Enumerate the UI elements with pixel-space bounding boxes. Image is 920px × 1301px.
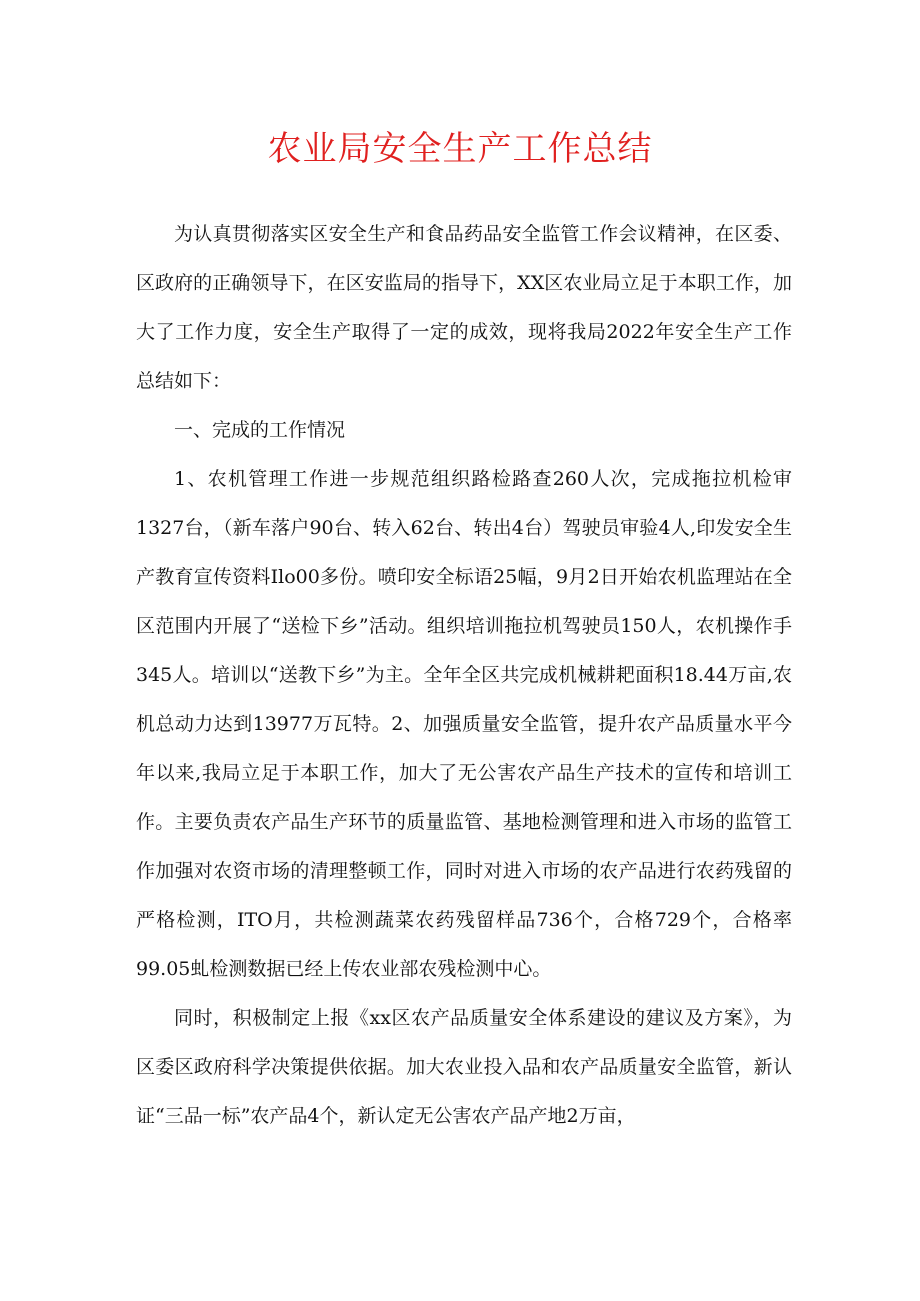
intro-paragraph: 为认真贯彻落实区安全生产和食品药品安全监管工作会议精神，在区委、区政府的正确领导下，在区安监局的指导下，XX区农业局立足于本职工作，加大了工作力度，安全生产取得了一定的成效，现将我局2022年安全生产工作总结如下： — [136, 223, 792, 392]
document-body — [136, 210, 792, 1141]
section-heading: 一、完成的工作情况 — [174, 419, 346, 441]
followup-paragraph: 同时，积极制定上报《xx区农产品质量安全体系建设的建议及方案》，为区委区政府科学决策提供依据。加大农业投入品和农产品质量安全监管，新认证“三品一标”农产品4个，新认定无公害农产品产地2万亩， — [136, 1007, 792, 1127]
document-title: 农业局安全生产工作总结 — [267, 129, 653, 169]
work-detail-paragraph: 1、农机管理工作进一步规范组织路检路查260人次，完成拖拉机检审1327台，（新车落户90台、转入62台、转出4台）驾驶员审验4人,印发安全生产教育宣传资料Ilo00多份。喷印安全标语25幅，9月2日开始农机监理站在全区范围内开展了“送检下乡”活动。组织培训拖拉机驾驶员150人，农机操作手345人。培训以“送教下乡”为主。全年全区共完成机械耕耙面积18.44万亩,农机总动力达到13977万瓦特。2、加强质量安全监管，提升农产品质量水平今年以来,我局立足于本职工作，加大了无公害农产品生产技术的宣传和培训工作。主要负责农产品生产环节的质量监管、基地检测管理和进入市场的监管工作加强对农资市场的清理整顿工作，同时对进入市场的农产品进行农药残留的严格检测，ITO月，共检测蔬菜农药残留样品736个，合格729个，合格率99.05虬检测数据已经上传农业部农残检测中心。 — [136, 468, 792, 980]
